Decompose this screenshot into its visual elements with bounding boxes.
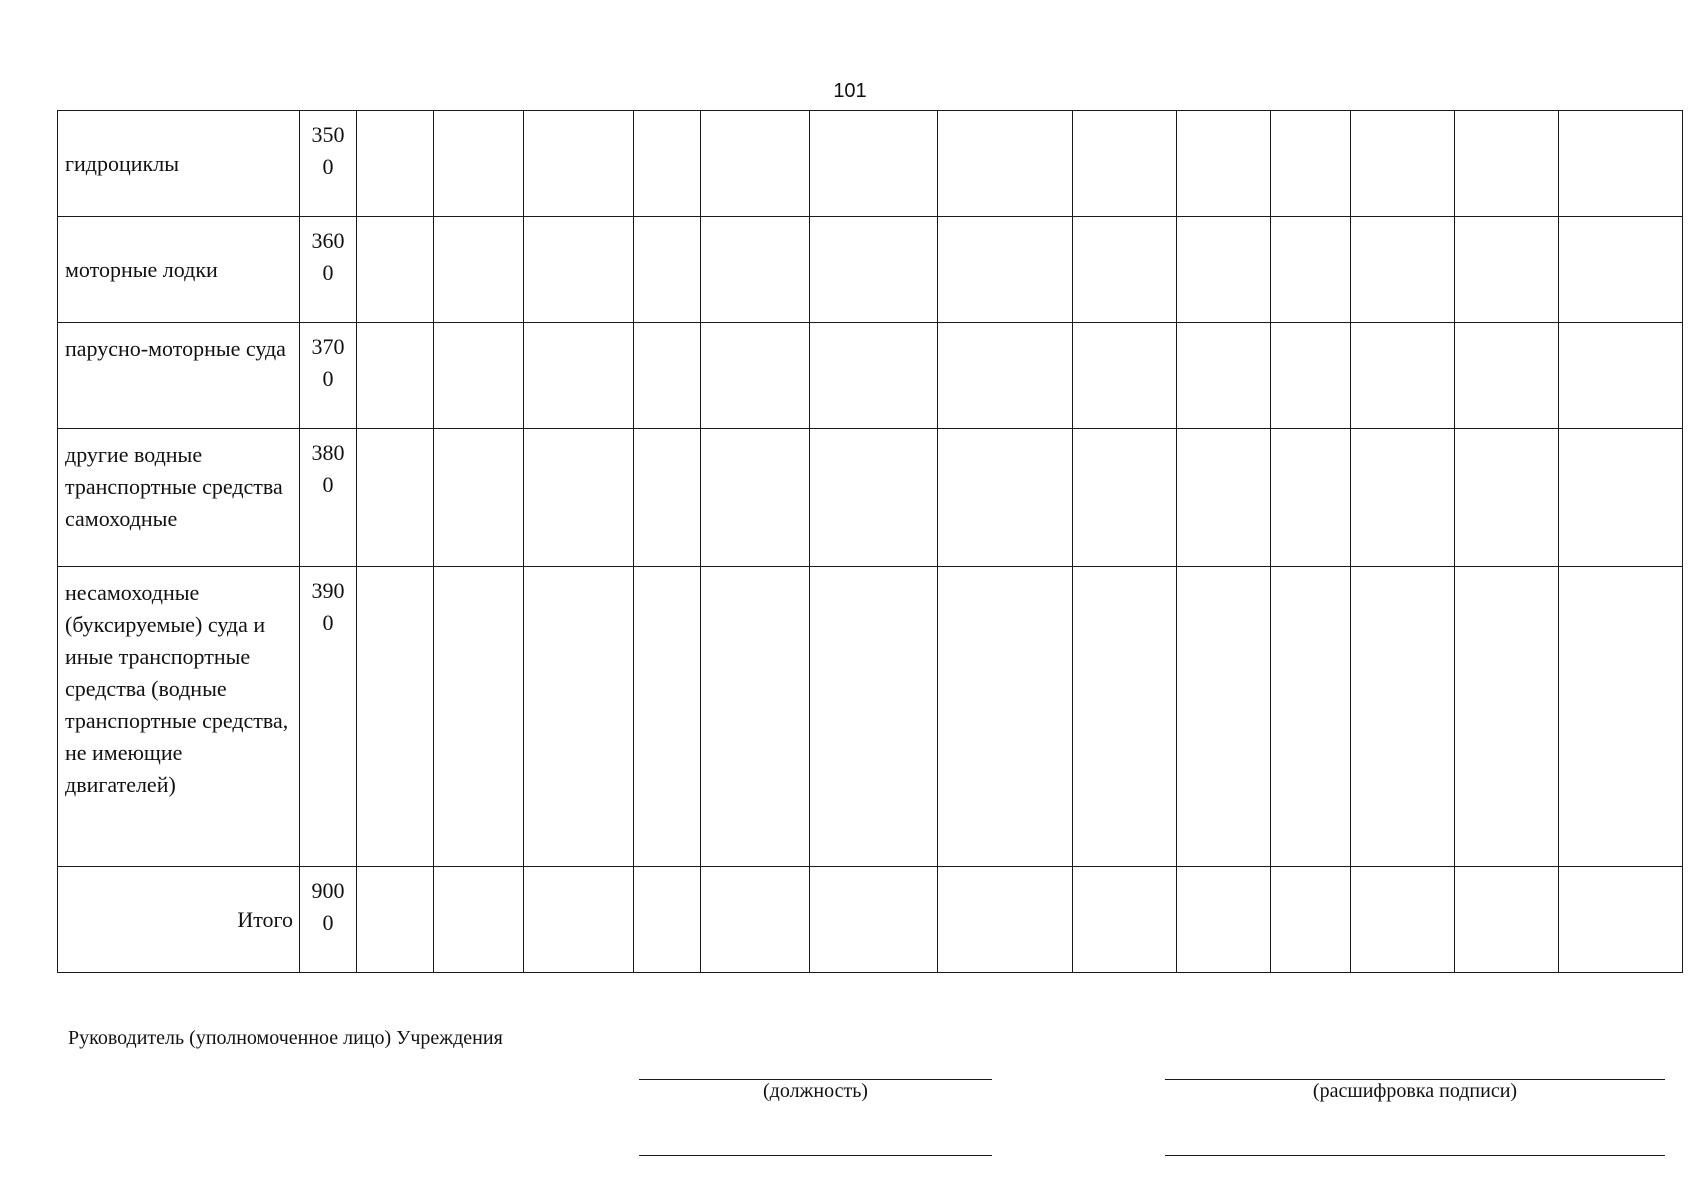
value-cell[interactable] bbox=[1559, 567, 1683, 867]
table-row bbox=[58, 111, 1683, 217]
row-code-part1: 370 bbox=[311, 334, 345, 359]
signature-line-right[interactable] bbox=[1165, 1155, 1665, 1156]
row-name: гидроциклы bbox=[65, 150, 179, 176]
value-cell[interactable] bbox=[1073, 323, 1177, 429]
value-cell[interactable] bbox=[701, 111, 810, 217]
value-cell[interactable] bbox=[1455, 111, 1559, 217]
value-cell[interactable] bbox=[634, 867, 701, 973]
value-cell[interactable] bbox=[357, 323, 434, 429]
table-row bbox=[58, 567, 1683, 867]
value-cell[interactable] bbox=[1073, 867, 1177, 973]
row-code-cell bbox=[300, 323, 357, 429]
row-code-part1: 390 bbox=[311, 578, 345, 603]
report-table bbox=[57, 110, 1683, 973]
row-code-part2: 0 bbox=[322, 260, 334, 285]
row-name-cell bbox=[58, 429, 300, 567]
value-cell[interactable] bbox=[810, 567, 938, 867]
value-cell[interactable] bbox=[634, 429, 701, 567]
value-cell[interactable] bbox=[810, 217, 938, 323]
value-cell[interactable] bbox=[357, 111, 434, 217]
position-caption: (должность) bbox=[763, 1080, 868, 1102]
value-cell[interactable] bbox=[634, 567, 701, 867]
value-cell[interactable] bbox=[1559, 429, 1683, 567]
page-number: 101 bbox=[833, 80, 867, 102]
value-cell[interactable] bbox=[524, 111, 634, 217]
row-code-cell bbox=[300, 567, 357, 867]
value-cell[interactable] bbox=[524, 323, 634, 429]
value-cell[interactable] bbox=[357, 217, 434, 323]
value-cell[interactable] bbox=[1271, 323, 1351, 429]
table-row-total bbox=[58, 867, 1683, 973]
value-cell[interactable] bbox=[938, 567, 1073, 867]
value-cell[interactable] bbox=[1177, 567, 1271, 867]
row-name: несамоходные (буксируемые) суда и иные транспортные средства (водные транспортные средства, не имеющие двигателей) bbox=[65, 580, 289, 797]
value-cell[interactable] bbox=[357, 567, 434, 867]
value-cell[interactable] bbox=[634, 111, 701, 217]
value-cell[interactable] bbox=[810, 323, 938, 429]
value-cell[interactable] bbox=[434, 429, 524, 567]
value-cell[interactable] bbox=[1455, 867, 1559, 973]
value-cell[interactable] bbox=[1177, 429, 1271, 567]
value-cell[interactable] bbox=[1351, 429, 1455, 567]
row-code-cell bbox=[300, 867, 357, 973]
row-code-part2: 0 bbox=[322, 154, 334, 179]
decode-caption: (расшифровка подписи) bbox=[1312, 1080, 1518, 1102]
value-cell[interactable] bbox=[1351, 567, 1455, 867]
value-cell[interactable] bbox=[1559, 323, 1683, 429]
value-cell[interactable] bbox=[1351, 217, 1455, 323]
value-cell[interactable] bbox=[434, 567, 524, 867]
row-name-cell bbox=[58, 323, 300, 429]
value-cell[interactable] bbox=[938, 323, 1073, 429]
value-cell[interactable] bbox=[1351, 867, 1455, 973]
value-cell[interactable] bbox=[434, 217, 524, 323]
row-name-cell bbox=[58, 567, 300, 867]
value-cell[interactable] bbox=[1559, 217, 1683, 323]
value-cell[interactable] bbox=[524, 217, 634, 323]
value-cell[interactable] bbox=[524, 429, 634, 567]
value-cell[interactable] bbox=[524, 567, 634, 867]
value-cell[interactable] bbox=[701, 867, 810, 973]
value-cell[interactable] bbox=[701, 217, 810, 323]
value-cell[interactable] bbox=[1351, 323, 1455, 429]
value-cell[interactable] bbox=[810, 867, 938, 973]
value-cell[interactable] bbox=[1271, 567, 1351, 867]
value-cell[interactable] bbox=[1271, 867, 1351, 973]
row-code-cell bbox=[300, 217, 357, 323]
value-cell[interactable] bbox=[938, 217, 1073, 323]
value-cell[interactable] bbox=[701, 429, 810, 567]
value-cell[interactable] bbox=[1271, 111, 1351, 217]
value-cell[interactable] bbox=[1073, 429, 1177, 567]
value-cell[interactable] bbox=[1073, 111, 1177, 217]
value-cell[interactable] bbox=[1073, 567, 1177, 867]
row-name: другие водные транспортные средства самоходные bbox=[65, 442, 283, 531]
value-cell[interactable] bbox=[1177, 111, 1271, 217]
row-name-cell bbox=[58, 867, 300, 973]
value-cell[interactable] bbox=[810, 111, 938, 217]
row-code-part2: 0 bbox=[322, 610, 334, 635]
value-cell[interactable] bbox=[634, 217, 701, 323]
row-code-part1: 360 bbox=[311, 228, 345, 253]
value-cell[interactable] bbox=[524, 867, 634, 973]
row-code-part1: 900 bbox=[311, 878, 345, 903]
value-cell[interactable] bbox=[1559, 111, 1683, 217]
row-name-cell bbox=[58, 217, 300, 323]
row-code-part2: 0 bbox=[322, 910, 334, 935]
value-cell[interactable] bbox=[1177, 323, 1271, 429]
value-cell[interactable] bbox=[1271, 217, 1351, 323]
row-code-cell bbox=[300, 429, 357, 567]
value-cell[interactable] bbox=[357, 867, 434, 973]
value-cell[interactable] bbox=[434, 323, 524, 429]
row-code-part2: 0 bbox=[322, 472, 334, 497]
row-name-cell bbox=[58, 111, 300, 217]
value-cell[interactable] bbox=[1455, 323, 1559, 429]
row-name: моторные лодки bbox=[65, 256, 218, 282]
value-cell[interactable] bbox=[1351, 111, 1455, 217]
value-cell[interactable] bbox=[357, 429, 434, 567]
table-row bbox=[58, 429, 1683, 567]
row-code-part2: 0 bbox=[322, 366, 334, 391]
value-cell[interactable] bbox=[810, 429, 938, 567]
value-cell[interactable] bbox=[1177, 867, 1271, 973]
value-cell[interactable] bbox=[1455, 217, 1559, 323]
manager-label: Руководитель (уполномоченное лицо) Учреждения bbox=[68, 1027, 503, 1049]
row-name: Итого bbox=[237, 906, 293, 932]
row-code-cell bbox=[300, 111, 357, 217]
value-cell[interactable] bbox=[701, 567, 810, 867]
value-cell[interactable] bbox=[701, 323, 810, 429]
value-cell[interactable] bbox=[1455, 567, 1559, 867]
value-cell[interactable] bbox=[434, 867, 524, 973]
value-cell[interactable] bbox=[1271, 429, 1351, 567]
value-cell[interactable] bbox=[434, 111, 524, 217]
value-cell[interactable] bbox=[634, 323, 701, 429]
value-cell[interactable] bbox=[1559, 867, 1683, 973]
row-code-part1: 350 bbox=[311, 122, 345, 147]
row-name: парусно-моторные суда bbox=[65, 336, 286, 361]
value-cell[interactable] bbox=[1177, 217, 1271, 323]
value-cell[interactable] bbox=[1455, 429, 1559, 567]
value-cell[interactable] bbox=[1073, 217, 1177, 323]
value-cell[interactable] bbox=[938, 867, 1073, 973]
value-cell[interactable] bbox=[938, 111, 1073, 217]
signature-line-left[interactable] bbox=[639, 1155, 992, 1156]
value-cell[interactable] bbox=[938, 429, 1073, 567]
table-row bbox=[58, 323, 1683, 429]
row-code-part1: 380 bbox=[311, 440, 345, 465]
table-row bbox=[58, 217, 1683, 323]
